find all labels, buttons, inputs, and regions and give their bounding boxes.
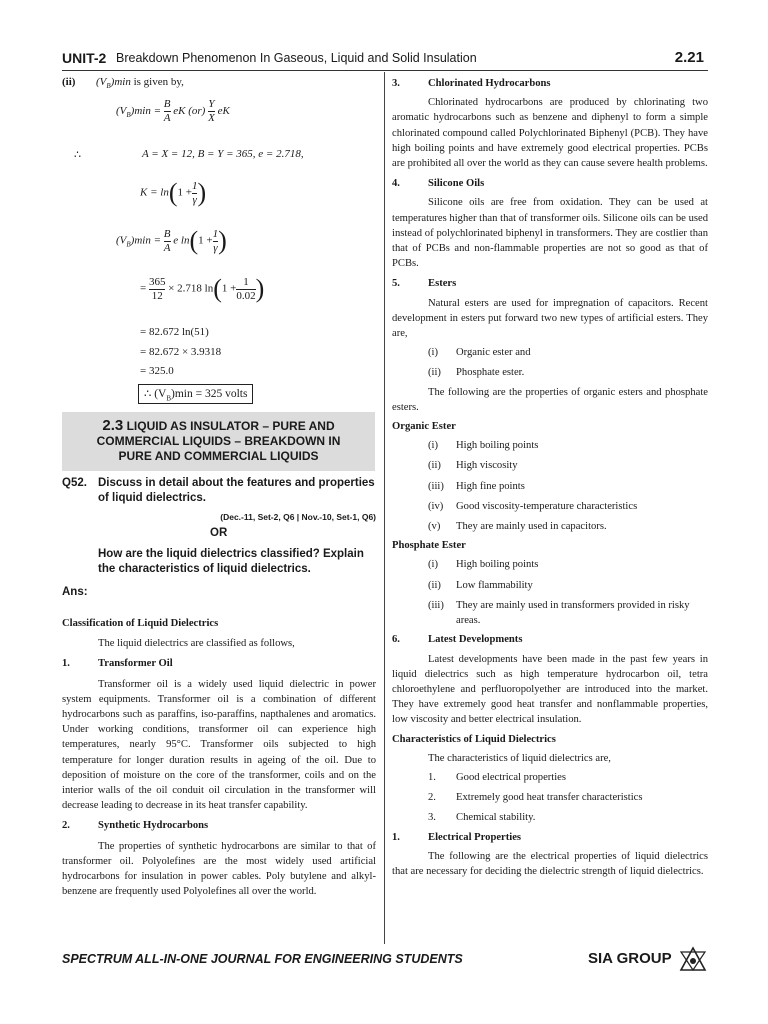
esters-text: Natural esters are used for impregnation of capacitors. Recent development in esters put forward two new types of artificial esters. They are, bbox=[392, 297, 708, 340]
item-label-ii: (ii) bbox=[62, 76, 76, 88]
list-item: (i) High boiling points bbox=[428, 440, 539, 452]
answer-label: Ans: bbox=[62, 586, 88, 598]
section-title-line-1: LIQUID AS INSULATOR – PURE AND bbox=[126, 419, 335, 433]
vb-min-intro: $(V_B)\min$ is given by, bbox=[96, 76, 184, 91]
list-item: 3. Chemical stability. bbox=[428, 812, 536, 824]
equation-1: $(V_B)\min$ = $\frac{B}{A}$ eK (or) $\frac{Y}{X}$ eK bbox=[116, 98, 230, 124]
esters-list bbox=[392, 345, 708, 380]
list-item: 1. Good electrical properties bbox=[428, 771, 567, 783]
left-column-body bbox=[62, 616, 376, 899]
characteristics-intro: The characteristics of liquid dielectrics are, bbox=[428, 752, 611, 764]
journal-title: SPECTRUM ALL-IN-ONE JOURNAL FOR ENGINEERING STUDENTS bbox=[62, 952, 471, 966]
question-number: Q52. bbox=[62, 477, 87, 489]
brand-name: SIA GROUP bbox=[582, 950, 672, 967]
latest-developments-heading: 6. Latest Developments bbox=[392, 634, 523, 646]
organic-ester-list bbox=[392, 438, 708, 534]
list-item: (i) High boiling points bbox=[428, 559, 539, 571]
list-item: (i) Organic ester and bbox=[428, 347, 531, 359]
question-reference: (Dec.-11, Set-2, Q6 | Nov.-10, Set-1, Q6) bbox=[220, 512, 376, 522]
question-text: Discuss in detail about the features and properties of liquid dielectrics. bbox=[98, 477, 375, 504]
list-item: (v) They are mainly used in capacitors. bbox=[428, 521, 607, 533]
silicone-text: Silicone oils are free from oxidation. They can be used at temperatures higher than that of transformer oils. Silicone oils can be used instead of polychlorinated biphenyl in transformers. They are costlier than that of PCBs and non-flammable properties are not so good as that of PCBs. bbox=[392, 197, 708, 270]
chlorinated-heading: 3. Chlorinated Hydrocarbons bbox=[392, 78, 551, 89]
question-text-2: How are the liquid dielectrics classified? Explain the characteristics of liquid dielectrics. bbox=[98, 548, 364, 575]
list-item: (iv) Good viscosity-temperature characteristics bbox=[428, 500, 638, 512]
equation-k: K = ln(1 + $\frac{1}{\gamma}$ ) bbox=[140, 178, 207, 207]
synthetic-hydrocarbons-text: The properties of synthetic hydrocarbons are similar to that of transformer oil. Polyolefines are the most widely used artificial hydrocarbons for insulation in power cables. Poly butylene and alkyl-benzene are frequently used Polyolefines all over the world. bbox=[62, 840, 376, 898]
section-banner bbox=[62, 412, 375, 471]
right-column-body bbox=[392, 76, 708, 879]
chlorinated-text: Chlorinated hydrocarbons are produced by chlorinating two aromatic hydrocarbons such as benzene and diphenyl to form a simple chlorinated compound called Polychlorinated Biphenyl (PCB). They have high boiling points and have extremely good electrical properties. PCBs are prohibited all over the world as they can cause severe health problems. bbox=[392, 97, 708, 170]
section-number: 2.3 bbox=[102, 417, 124, 434]
result-box: ∴ $(V_B)\min = 325$ volts bbox=[138, 384, 253, 404]
sia-logo-icon bbox=[679, 946, 707, 977]
characteristics-heading: Characteristics of Liquid Dielectrics bbox=[392, 733, 556, 745]
list-item: (iii) High fine points bbox=[428, 480, 525, 492]
page-number: 2.21 bbox=[674, 49, 704, 66]
header-rule bbox=[62, 70, 708, 71]
esters-follow-text: The following are the properties of organic esters and phosphate esters. bbox=[392, 386, 708, 413]
equation-6: = 82.672 × 3.9318 bbox=[140, 346, 222, 358]
characteristics-list bbox=[392, 770, 708, 826]
equation-4: = $\frac{365}{12}$ × 2.718 ln(1 + $\frac{1}{0.02}$ ) bbox=[140, 274, 265, 303]
esters-heading: 5. Esters bbox=[392, 278, 457, 290]
synthetic-hydrocarbons-heading: 2. Synthetic Hydrocarbons bbox=[62, 820, 209, 832]
chapter-title: Breakdown Phenomenon In Gaseous, Liquid and Solid Insulation bbox=[116, 51, 477, 65]
column-divider bbox=[384, 72, 385, 944]
latest-developments-text: Latest developments have been made in the past few years in liquid dielectrics such as high temperature hydrocarbon oil, tetra chloroethylene and perfluoropolyether are introduced into the market. They have extremely good heat transfer and nonflammable properties, low viscosity and better electrical insulation. bbox=[392, 653, 708, 726]
list-item: 2. Extremely good heat transfer characteristics bbox=[428, 792, 643, 804]
classification-intro: The liquid dielectrics are classified as follows, bbox=[98, 638, 295, 650]
equation-3: $(V_B)\min$ = $\frac{B}{A}$ e ln(1 + $\frac{1}{\gamma}$ ) bbox=[116, 226, 227, 255]
section-title-line-3: PURE AND COMMERCIAL LIQUIDS bbox=[118, 449, 319, 463]
page-header bbox=[62, 48, 708, 70]
equation-7: = 325.0 bbox=[140, 365, 174, 377]
phosphate-ester-heading: Phosphate Ester bbox=[392, 540, 466, 552]
classification-heading: Classification of Liquid Dielectrics bbox=[62, 618, 219, 629]
therefore-symbol: ∴ bbox=[74, 149, 81, 161]
transformer-oil-heading: 1. Transformer Oil bbox=[62, 658, 173, 670]
or-label: OR bbox=[210, 527, 228, 539]
unit-label: UNIT-2 bbox=[62, 50, 107, 66]
electrical-properties-text: The following are the electrical properties of liquid dielectrics that are necessary for deciding the dielectric strength of liquid dielectrics. bbox=[392, 850, 708, 877]
equation-2: A = X = 12, B = Y = 365, e = 2.718, bbox=[142, 148, 304, 160]
equation-5: = 82.672 ln(51) bbox=[140, 326, 209, 338]
organic-ester-heading: Organic Ester bbox=[392, 421, 456, 433]
electrical-properties-heading: 1. Electrical Properties bbox=[392, 831, 522, 843]
phosphate-ester-list bbox=[392, 557, 708, 628]
list-item: (ii) Low flammability bbox=[428, 579, 533, 591]
silicone-heading: 4. Silicone Oils bbox=[392, 178, 485, 190]
list-item: (ii) Phosphate ester. bbox=[428, 367, 525, 379]
list-item: (iii) They are mainly used in transformers provided in risky areas. bbox=[428, 599, 690, 627]
section-title-line-2: COMMERCIAL LIQUIDS – BREAKDOWN IN bbox=[96, 434, 341, 448]
page-footer bbox=[62, 950, 708, 970]
transformer-oil-text: Transformer oil is a widely used liquid dielectric in power system equipments. Transformer oil is a combination of different hydrocarbons such as paraffins, iso-paraffins, napthalenes and aromatics. Under working conditions, transformer oil can experience high temperatures, nearly 95°C. Transformer oils subjected to high temperature for longer duration results in ageing of the oil. Due to deposition of moisture on the core of the transformer, coils and on the interior walls of the oil conduit oil circulation in the transformer will decrease leading to decrease in its heat transfer capability. bbox=[62, 678, 376, 812]
question-block bbox=[62, 476, 376, 600]
list-item: (ii) High viscosity bbox=[428, 460, 518, 472]
